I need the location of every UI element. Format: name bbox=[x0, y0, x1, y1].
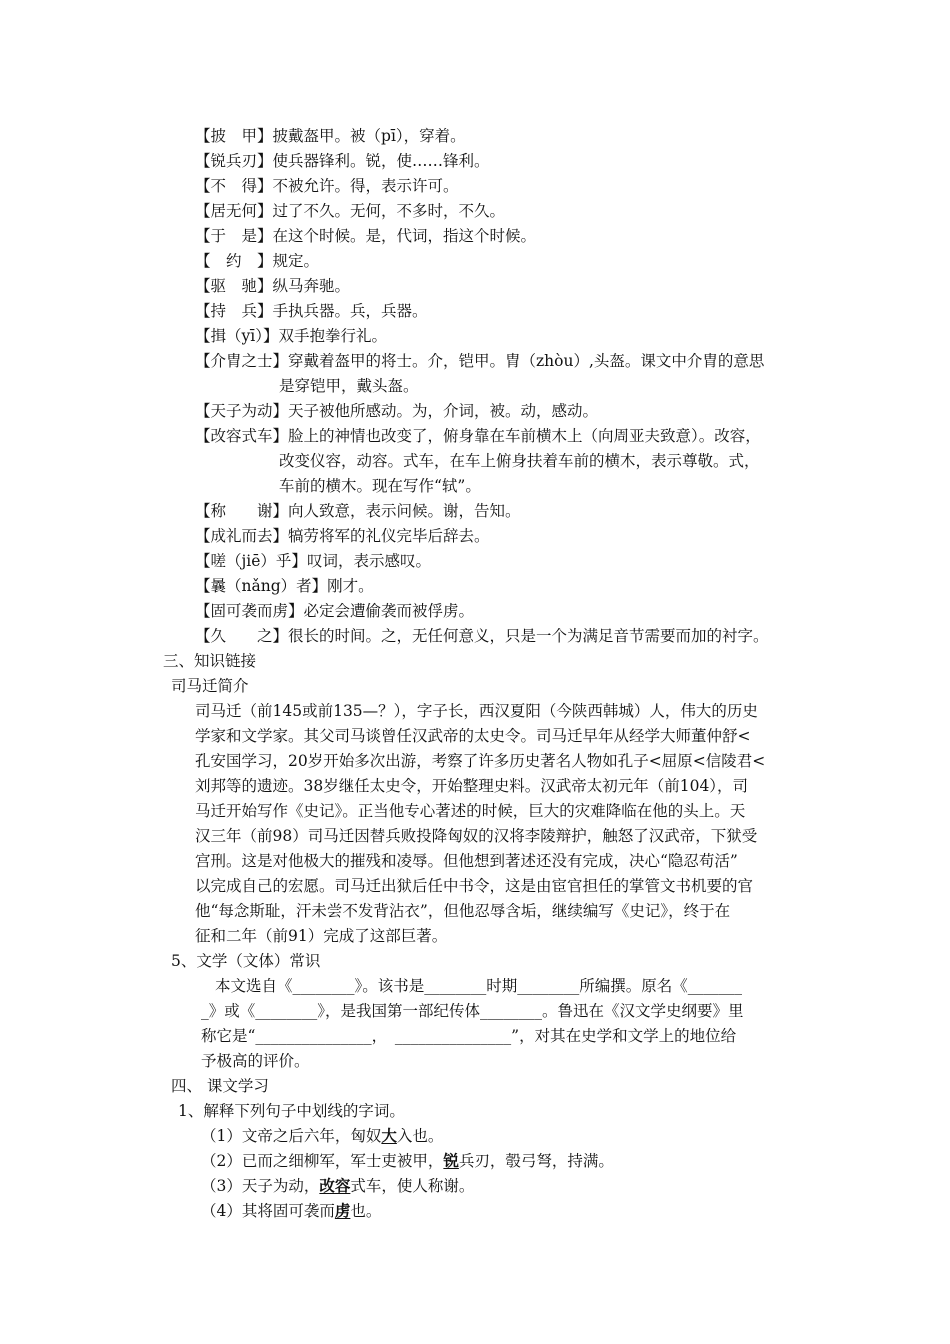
question-text: 兵刃，彀弓弩，持满。 bbox=[458, 1152, 614, 1170]
glossary-definition: 很长的时间。之，无任何意义，只是一个为满足音节需要而加的衬字。 bbox=[288, 627, 769, 645]
glossary-continuation: 是穿铠甲，戴头盔。 bbox=[279, 377, 419, 395]
glossary-term: 【披 甲】 bbox=[195, 127, 273, 145]
underlined-word: 大 bbox=[381, 1126, 397, 1145]
glossary-term: 【改容式车】 bbox=[195, 427, 289, 445]
glossary-definition: 过了不久。无何，不多时，不久。 bbox=[272, 202, 506, 220]
glossary-term: 【曩（nǎng）者】 bbox=[195, 577, 328, 595]
glossary-entry bbox=[195, 225, 536, 247]
glossary-term: 【驱 驰】 bbox=[195, 277, 273, 295]
question-item bbox=[201, 1175, 474, 1197]
glossary-continuation: 车前的横木。现在写作“轼”。 bbox=[279, 477, 481, 495]
bio-line: 他“每念斯耻，汗未尝不发背沾衣”，但他忍辱含垢，继续编写《史记》，终于在 bbox=[195, 902, 731, 920]
glossary-definition: 手执兵器。兵，兵器。 bbox=[272, 302, 428, 320]
glossary-definition: 犒劳将军的礼仪完毕后辞去。 bbox=[288, 527, 490, 545]
fill-in-line: 予极高的评价。 bbox=[201, 1052, 310, 1070]
question-text: （2）已而之细柳军，军士吏被甲， bbox=[201, 1152, 444, 1170]
glossary-term: 【嗟（jiē）乎】 bbox=[195, 552, 307, 570]
glossary-entry bbox=[195, 125, 466, 147]
glossary-definition: 天子被他所感动。为，介词，被。动，感动。 bbox=[288, 402, 599, 420]
underlined-word: 虏 bbox=[334, 1201, 351, 1220]
glossary-term: 【介胄之士】 bbox=[195, 352, 289, 370]
glossary-term: 【固可袭而虏】 bbox=[195, 602, 304, 620]
bio-line: 征和二年（前91）完成了这部巨著。 bbox=[195, 927, 448, 945]
glossary-term: 【锐兵刃】 bbox=[195, 152, 273, 170]
glossary-entry bbox=[195, 300, 428, 322]
glossary-term: 【称 谢】 bbox=[195, 502, 289, 520]
fill-in-line: _》或《________》，是我国第一部纪传体________。鲁迅在《汉文学史纲要》里 bbox=[201, 1002, 744, 1020]
glossary-entry bbox=[195, 350, 764, 372]
glossary-entry bbox=[195, 625, 769, 647]
glossary-entry bbox=[195, 275, 350, 297]
glossary-continuation: 改变仪容，动容。式车，在车上俯身扶着车前的横木，表示尊敬。式， bbox=[279, 452, 760, 470]
fill-in-line: 本文选自《________》。该书是________时期________所编撰。原名《_______ bbox=[215, 977, 743, 995]
glossary-term: 【久 之】 bbox=[195, 627, 289, 645]
glossary-entry bbox=[195, 175, 459, 197]
bio-line: 孔安国学习，20岁开始多次出游，考察了许多历史著名人物如孔子<屈原<信陵君< bbox=[195, 752, 766, 770]
question-item bbox=[201, 1200, 381, 1222]
glossary-definition: 在这个时候。是，代词，指这个时候。 bbox=[272, 227, 537, 245]
glossary-definition: 使兵器锋利。锐，使……锋利。 bbox=[272, 152, 490, 170]
glossary-definition: 不被允许。得，表示许可。 bbox=[272, 177, 459, 195]
glossary-term: 【持 兵】 bbox=[195, 302, 273, 320]
bio-line: 宫刑。这是对他极大的摧残和凌辱。但他想到著述还没有完成，决心“隐忍苟活” bbox=[195, 852, 738, 870]
glossary-definition: 披戴盔甲。被（pī），穿着。 bbox=[272, 127, 466, 145]
glossary-entry bbox=[195, 550, 431, 572]
glossary-definition: 叹词，表示感叹。 bbox=[306, 552, 431, 570]
glossary-entry bbox=[195, 525, 490, 547]
bio-line: 马迁开始写作《史记》。正当他专心著述的时候，巨大的灾难降临在他的头上。天 bbox=[195, 802, 746, 820]
glossary-entry bbox=[195, 150, 490, 172]
glossary-definition: 必定会遭偷袭而被俘虏。 bbox=[303, 602, 475, 620]
question-text: 式车，使人称谢。 bbox=[350, 1177, 475, 1195]
question-item bbox=[201, 1150, 614, 1172]
subheading-sima-qian-intro: 司马迁简介 bbox=[171, 677, 249, 695]
glossary-term: 【天子为动】 bbox=[195, 402, 289, 420]
bio-line: 学家和文学家。其父司马谈曾任汉武帝的太史令。司马迁早年从经学大师董仲舒< bbox=[195, 727, 751, 745]
fill-in-line: 称它是“_______________， _______________”，对其在史学和文学上的地位给 bbox=[201, 1027, 737, 1045]
glossary-definition: 双手抱拳行礼。 bbox=[278, 327, 387, 345]
section-heading-literary-knowledge: 5、文学（文体）常识 bbox=[171, 952, 321, 970]
glossary-definition: 穿戴着盔甲的将士。介，铠甲。胄（zhòu）,头盔。课文中介胄的意思 bbox=[288, 352, 765, 370]
question-item bbox=[201, 1125, 443, 1147]
bio-line: 刘邦等的遗迹。38岁继任太史令，开始整理史料。汉武帝太初元年（前104），司 bbox=[195, 777, 749, 795]
bio-line: 司马迁（前145或前135—？），字子长，西汉夏阳（今陕西韩城）人，伟大的历史 bbox=[195, 702, 758, 720]
glossary-term: 【不 得】 bbox=[195, 177, 273, 195]
glossary-term: 【居无何】 bbox=[195, 202, 273, 220]
glossary-term: 【于 是】 bbox=[195, 227, 273, 245]
glossary-entry bbox=[195, 600, 474, 622]
glossary-entry bbox=[195, 200, 505, 222]
glossary-definition: 刚才。 bbox=[327, 577, 374, 595]
underlined-word: 改容 bbox=[319, 1176, 351, 1195]
bio-line: 汉三年（前98）司马迁因替兵败投降匈奴的汉将李陵辩护，触怒了汉武帝，下狱受 bbox=[195, 827, 758, 845]
glossary-term: 【 约 】 bbox=[195, 252, 273, 270]
glossary-term: 【揖（yī）】 bbox=[195, 327, 279, 345]
glossary-term: 【成礼而去】 bbox=[195, 527, 289, 545]
glossary-entry bbox=[195, 425, 761, 447]
task-instruction: 1、解释下列句子中划线的字词。 bbox=[178, 1102, 405, 1120]
glossary-definition: 规定。 bbox=[272, 252, 320, 270]
glossary-definition: 向人致意，表示问候。谢，告知。 bbox=[288, 502, 521, 520]
glossary-definition: 纵马奔驰。 bbox=[272, 277, 351, 295]
glossary-entry bbox=[195, 575, 374, 597]
question-text: （4）其将固可袭而 bbox=[201, 1202, 335, 1220]
underlined-word: 锐 bbox=[443, 1151, 459, 1170]
question-text: （1）文帝之后六年，匈奴 bbox=[201, 1127, 382, 1145]
glossary-entry bbox=[195, 325, 387, 347]
glossary-entry bbox=[195, 400, 598, 422]
section-heading-text-study: 四、 课文学习 bbox=[171, 1077, 269, 1095]
glossary-entry bbox=[195, 500, 521, 522]
bio-line: 以完成自己的宏愿。司马迁出狱后任中书令，这是由宦官担任的掌管文书机要的官 bbox=[195, 877, 754, 895]
glossary-entry bbox=[195, 250, 319, 272]
section-heading-knowledge-link: 三、知识链接 bbox=[163, 652, 257, 670]
glossary-definition: 脸上的神情也改变了，俯身靠在车前横木上（向周亚夫致意）。改容， bbox=[288, 427, 761, 445]
question-text: 也。 bbox=[350, 1202, 382, 1220]
question-text: （3）天子为动， bbox=[201, 1177, 320, 1195]
question-text: 入也。 bbox=[396, 1127, 444, 1145]
